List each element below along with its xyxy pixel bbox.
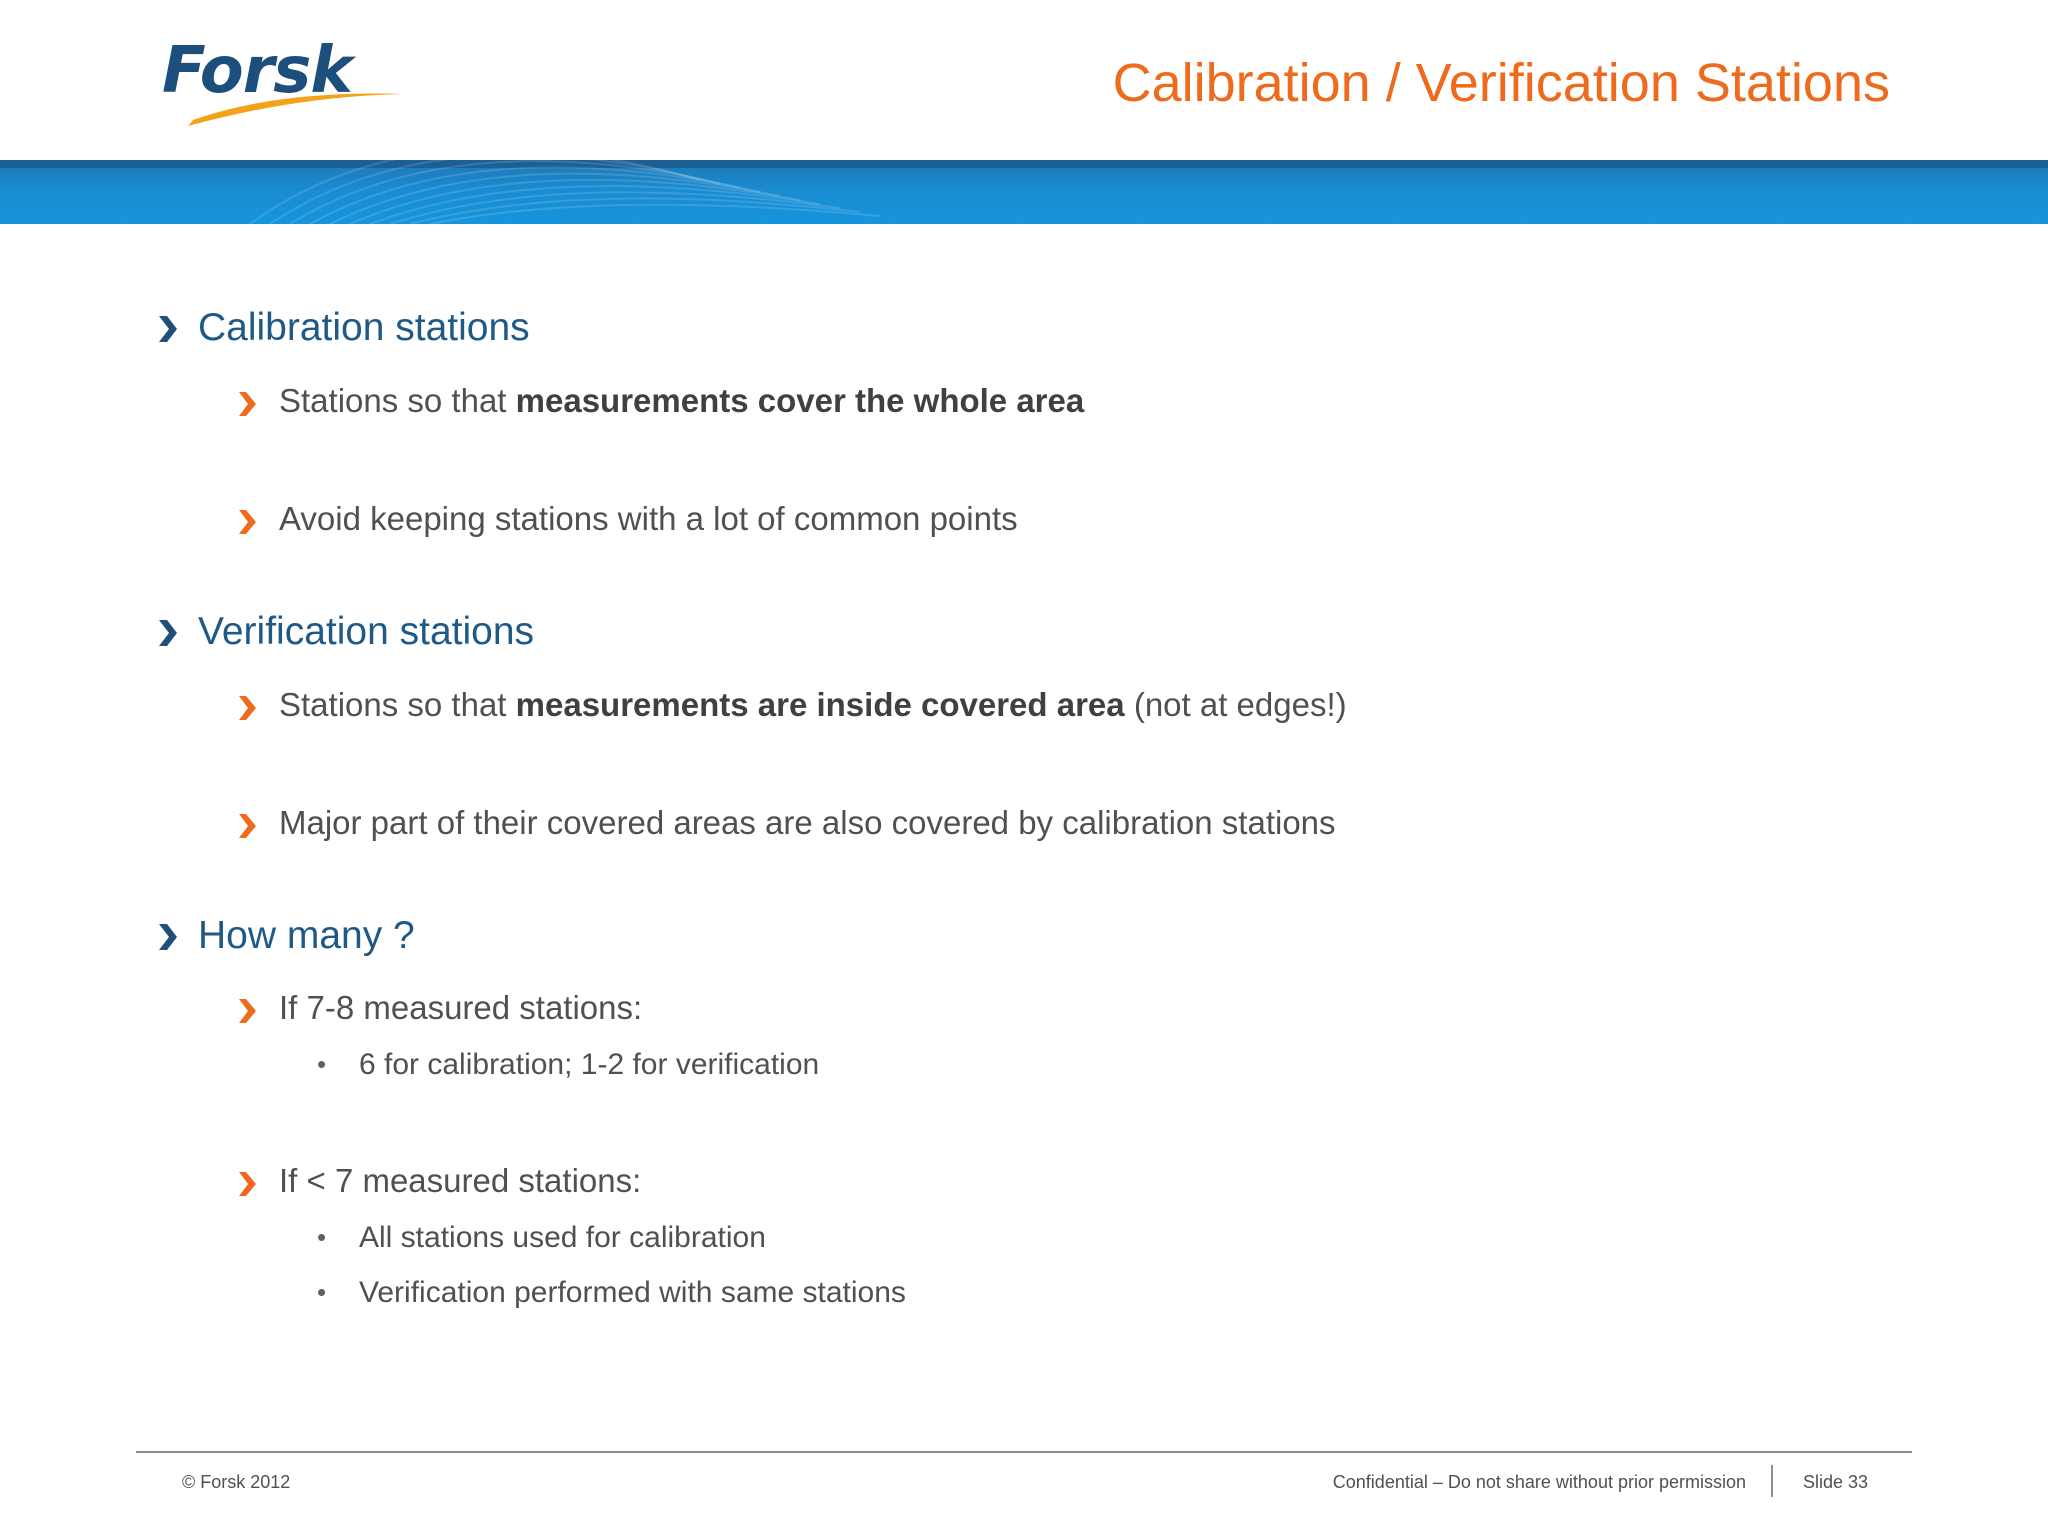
- footer-copyright: © Forsk 2012: [182, 1472, 291, 1492]
- header-banner: [0, 160, 2048, 224]
- logo-text: Forsk: [162, 34, 352, 108]
- section-heading-how-many: How many ?: [198, 914, 415, 957]
- section-heading-calibration: Calibration stations: [198, 306, 530, 349]
- slide-title: Calibration / Verification Stations: [1112, 53, 1890, 113]
- bullet-item: Stations so that measurements cover the whole area: [279, 382, 1085, 419]
- chevron-right-icon: [157, 314, 179, 344]
- chevron-right-icon: [237, 389, 259, 419]
- bullet-item: Major part of their covered areas are also covered by calibration stations: [279, 804, 1336, 841]
- bullet-item: Avoid keeping stations with a lot of common points: [279, 500, 1018, 537]
- sub-bullet-item: Verification performed with same stations: [359, 1276, 906, 1309]
- footer-slide-number: Slide 33: [1803, 1472, 1869, 1492]
- sub-bullet-item: All stations used for calibration: [359, 1221, 766, 1254]
- footer-separator: [1771, 1465, 1773, 1497]
- chevron-right-icon: [157, 618, 179, 648]
- banner-wave-pattern-icon: [0, 160, 2048, 224]
- chevron-right-icon: [237, 693, 259, 723]
- bullet-item: Stations so that measurements are inside covered area (not at edges!): [279, 686, 1347, 723]
- chevron-right-icon: [157, 922, 179, 952]
- bullet-item: If 7-8 measured stations:: [279, 989, 643, 1026]
- chevron-right-icon: [237, 811, 259, 841]
- chevron-right-icon: [237, 996, 259, 1026]
- bullet-item: If < 7 measured stations:: [279, 1162, 642, 1199]
- forsk-logo: [158, 34, 408, 128]
- footer-confidential: Confidential – Do not share without prior permission: [1332, 1472, 1746, 1492]
- sub-bullet-item: 6 for calibration; 1-2 for verification: [359, 1048, 820, 1081]
- chevron-right-icon: [237, 507, 259, 537]
- chevron-right-icon: [237, 1169, 259, 1199]
- section-heading-verification: Verification stations: [198, 610, 535, 653]
- bullet-dot-icon: •: [317, 1222, 327, 1252]
- footer-divider: [136, 1451, 1912, 1453]
- bullet-dot-icon: •: [317, 1277, 327, 1307]
- bullet-dot-icon: •: [317, 1049, 327, 1079]
